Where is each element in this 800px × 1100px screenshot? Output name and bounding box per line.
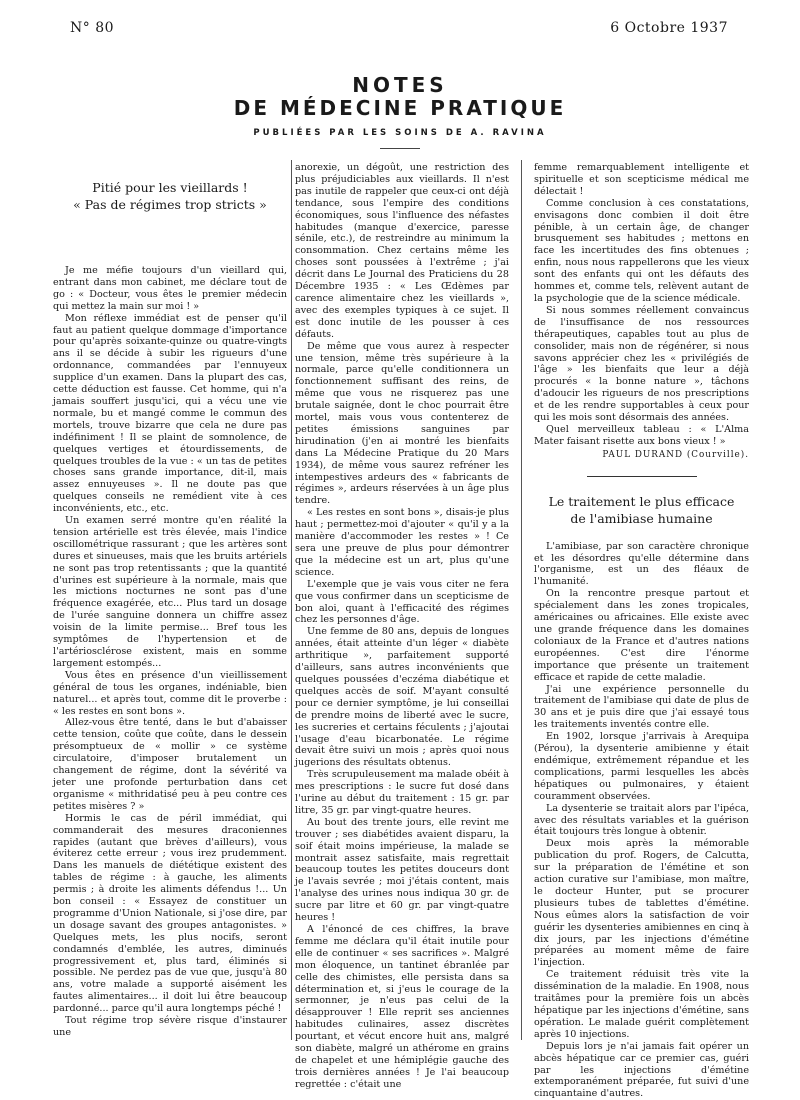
- paragraph: Vous êtes en présence d'un vieillissement général de tous les organes, indéniable, bien naturel... et après tout, comme dit le proverbe : « les restes en sont bons ».: [53, 669, 287, 717]
- paragraph: Je me méfie toujours d'un vieillard qui, entrant dans mon cabinet, me déclare tout de go : « Docteur, vous êtes le premier médecin qui mettez la main sur moi ! »: [53, 265, 287, 312]
- paragraph: L'amibiase, par son caractère chronique et les désordres qu'elle détermine dans l'organisme, est un des fléaux de l'humanité.: [534, 540, 749, 588]
- paragraph: Au bout des trente jours, elle revint me trouver ; ses diabétides avaient disparu, la soif était moins impérieuse, la malade se montrait assez satisfaite, mais regrettait beaucoup toutes les petites douceurs dont je l'avais sevrée ; moi j'étais content, mais l'analyse des urines nous indiqua 30 gr. de sucre par litre et 60 gr. par vingt-quatre heures !: [295, 816, 509, 924]
- masthead-line2: DE MÉDECINE PRATIQUE: [233, 96, 567, 120]
- paragraph: Ce traitement réduisit très vite la dissémination de la maladie. En 1908, nous traitâmes pour la première fois un abcès hépatique par les injections d'émétine, sans opération. Le malade guérit complètement après 10 injections.: [534, 969, 749, 1040]
- paragraph: Allez-vous être tenté, dans le but d'abaisser cette tension, coûte que coûte, dans le dessein présomptueux de « mollir » ce système circulatoire, d'imposer brutalement un changement de régime, dont la sévérité va jeter une profonde perturbation dans cet organisme « mithridatisé peu à peu contre ces petites misères ? »: [53, 717, 287, 812]
- paragraph: Tout régime trop sévère risque d'instaurer une: [53, 1015, 287, 1038]
- paragraph: « Les restes en sont bons », disais-je plus haut ; permettez-moi d'ajouter « qu'il y a la manière d'accommoder les restes » ! Ce sera une preuve de plus pour démontrer que la médecine est un art, plus qu'une science.: [295, 507, 509, 578]
- article2-title: [534, 493, 749, 527]
- issue-date: 6 Octobre 1937: [610, 20, 728, 36]
- paragraph: On la rencontre presque partout et spécialement dans les zones tropicales, américaines ou africaines. Elle existe avec une grande fréquence dans les domaines coloniaux de la France et d'autres nations européennes. C'est dire l'énorme importance que présente un traitement efficace et rapide de cette maladie.: [534, 588, 749, 683]
- column-divider: [521, 160, 522, 1040]
- masthead: [0, 74, 800, 149]
- paragraph: femme remarquablement intelligente et spirituelle et son scepticisme médical me délectait !: [534, 162, 749, 197]
- paragraph: Depuis lors je n'ai jamais fait opérer un abcès hépatique car ce premier cas, guéri par les injections d'émétine extemporanément préparée, fut suivi d'une cinquantaine d'autres.: [534, 1040, 749, 1100]
- article1-title-line2: « Pas de régimes trop stricts »: [73, 197, 267, 212]
- article2-title-line1: Le traitement le plus efficace: [548, 493, 735, 509]
- paragraph: Très scrupuleusement ma malade obéit à mes prescriptions : le sucre fut dosé dans l'urine au début du traitement : 15 gr. par litre, 35 gr. par vingt-quatre heures.: [295, 769, 509, 816]
- paragraph: Un examen serré montre qu'en réalité la tension artérielle est très élevée, mais l'indice oscillométrique rassurant ; que les artères sont dures et sinueuses, mais que les bruits artériels ne sont pas trop retentissants ; que la quantité d'urines est supérieure à la normale, mais que les mictions nocturnes ne sont pas d'une fréquence exagérée, etc... Plus tard un dosage de l'urée sanguine donnera un chiffre assez voisin de la limite permise... Bref tous les symptômes de l'hypertension et de l'artériosclérose existent, mais en somme largement estompés...: [53, 515, 287, 669]
- masthead-line1: NOTES: [352, 73, 448, 97]
- paragraph: Une femme de 80 ans, depuis de longues années, était atteinte d'un léger « diabète arthritique », parfaitement supporté d'ailleurs, sans autres inconvénients que quelques poussées d'eczéma diabétique et quelques accès de soif. M'ayant consulté pour ce dernier symptôme, je lui conseillai de prendre moins de liberté avec le sucre, les sucreries et certains féculents ; j'ajoutai l'usage d'eau bicarbonatée. Le régime devait être suivi un mois ; après quoi nous jugerions des résultats obtenus.: [295, 626, 509, 769]
- column-1: [53, 157, 287, 1039]
- paragraph: Deux mois après la mémorable publication du prof. Rogers, de Calcutta, sur la préparation de l'émétine et son action curative sur l'amibiase, mon maître, le docteur Hunter, put se procurer plusieurs tubes de tablettes d'émétine. Nous eûmes alors la satisfaction de voir guérir les dysenteries amibiennes en cinq à dix jours, par les injections d'émétine préparées au moment même de faire l'injection.: [534, 838, 749, 969]
- article-separator: [587, 476, 697, 477]
- article1-title: [53, 179, 287, 213]
- column-3: [534, 162, 749, 1100]
- paragraph: Comme conclusion à ces constatations, envisagons donc combien il doit être pénible, à un certain âge, de changer brusquement ses habitudes ; mettons en face les incertitudes des fins obtenues ; enfin, nous nous rappellerons que les vieux sont des enfants qui ont les défauts des hommes et, comme tels, relèvent autant de la psychologie que de la science médicale.: [534, 197, 749, 304]
- paragraph: A l'énoncé de ces chiffres, la brave femme me déclara qu'il était inutile pour elle de continuer « ses sacrifices ». Malgré mon éloquence, un tantinet ébranlée par celle des chimistes, elle persista dans sa détermination et, si j'eus le courage de la sermonner, je n'eus pas celui de la désapprouver ! Elle reprit ses anciennes habitudes culinaires, assez discrètes pourtant, et vécut encore huit ans, malgré son diabète, malgré un athérome en grains de chapelet et une hémiplégie gauche des trois dernières années ! Je l'ai beaucoup regrettée : c'était une: [295, 924, 509, 1090]
- paragraph: En 1902, lorsque j'arrivais à Arequipa (Pérou), la dysenterie amibienne y était endémique, extrêmement répandue et les complications, parmi lesquelles les abcès hépatiques ou pulmonaires, y étaient couramment observées.: [534, 731, 749, 802]
- paragraph: anorexie, un dégoût, une restriction des plus préjudiciables aux vieillards. Il n'est pas inutile de rappeler que ceux-ci ont déjà tendance, sous l'empire des conditions économiques, sous l'influence des néfastes habitudes (manque d'exercice, paresse sénile, etc.), de restreindre au minimum la consommation. Chez certains même les choses sont poussées à l'extrême ; j'ai décrit dans Le Journal des Praticiens du 28 Décembre 1935 : « Les Œdèmes par carence alimentaire chez les vieillards », avec des exemples typiques à ce sujet. Il est donc inutile de les pousser à ces défauts.: [295, 162, 509, 340]
- masthead-rule: [380, 148, 420, 149]
- paragraph: La dysenterie se traitait alors par l'ipéca, avec des résultats variables et la guérison était toujours très longue à obtenir.: [534, 802, 749, 838]
- column-2: [295, 162, 509, 1091]
- paragraph: J'ai une expérience personnelle du traitement de l'amibiase qui date de plus de 30 ans et je puis dire que j'ai essayé tous les traitements inventés contre elle.: [534, 683, 749, 731]
- issue-number: N° 80: [70, 20, 115, 36]
- article2-title-line2: de l'amibiase humaine: [570, 510, 713, 526]
- paragraph: Hormis le cas de péril immédiat, qui commanderait des mesures draconiennes rapides (autant que brèves d'ailleurs), vous éviterez cette erreur ; vous irez prudemment. Dans les manuels de diététique existent des tables de régime : à gauche, les aliments permis ; à droite les aliments défendus !... Un bon conseil : « Essayez de constituer un programme d'Union Nationale, si j'ose dire, par un dosage savant des groupes antagonistes. » Quelques mets, les plus nocifs, seront condamnés d'emblée, les autres, diminués progressivement et, plus tard, éliminés si possible. Ne perdez pas de vue que, jusqu'à 80 ans, votre malade a supporté aisément les fautes alimentaires... il doit lui être beaucoup pardonné... parce qu'il aura longtemps péché !: [53, 812, 287, 1015]
- paragraph: Quel merveilleux tableau : « L'Alma Mater faisant risette aux bons vieux ! »: [534, 423, 749, 447]
- paragraph: Si nous sommes réellement convaincus de l'insuffisance de nos ressources thérapeutiques, capables tout au plus de consolider, mais non de régénérer, si nous savons apprécier chez les « privilégiés de l'âge » les bienfaits que leur a déjà procurés « la bonne nature », tâchons d'adoucir les rigueurs de nos prescriptions et de les rendre supportables à ceux pour qui les mois sont désormais des années.: [534, 304, 749, 424]
- paragraph: Mon réflexe immédiat est de penser qu'il faut au patient quelque dommage d'importance pour qu'après soixante-quinze ou quatre-vingts ans il se décide à subir les rigueurs d'une ordonnance, commandées par l'ennuyeux supplice d'un examen. Dans la plupart des cas, cette déduction est fausse. Cet homme, qui n'a jamais souffert jusqu'ici, qui a vécu une vie normale, bu et mangé comme le commun des mortels, trouve bizarre que cela ne dure pas indéfiniment ! Il se plaint de somnolence, de quelques vertiges et étourdissements, de quelques troubles de la vue : « un tas de petites choses sans grande importance, dit-il, mais assez ennuyeuses ». Il ne doute pas que quelques conseils ne remédient vite à ces inconvénients, etc., etc.: [53, 312, 287, 515]
- author-signature: PAUL DURAND (Courville).: [602, 449, 749, 460]
- paragraph: De même que vous aurez à respecter une tension, même très supérieure à la normale, parce qu'elle conditionnera un fonctionnement suffisant des reins, de même que vous ne risquerez pas une brutale saignée, dont le choc pourrait être mortel, mais vous vous contenterez de petites émissions sanguines par hirudination (j'en ai montré les bienfaits dans La Médecine Pratique du 20 Mars 1934), de même vous saurez refréner les intempestives ardeurs des « fabricants de régimes », ardeurs réservées à un âge plus tendre.: [295, 340, 509, 507]
- paragraph: L'exemple que je vais vous citer ne fera que vous confirmer dans un scepticisme de bon aloi, quant à l'efficacité des régimes chez les personnes d'âge.: [295, 578, 509, 626]
- article1-title-line1: Pitié pour les vieillards !: [92, 180, 248, 195]
- column-divider: [291, 160, 292, 1040]
- masthead-line3: PUBLIÉES PAR LES SOINS DE A. RAVINA: [253, 128, 547, 138]
